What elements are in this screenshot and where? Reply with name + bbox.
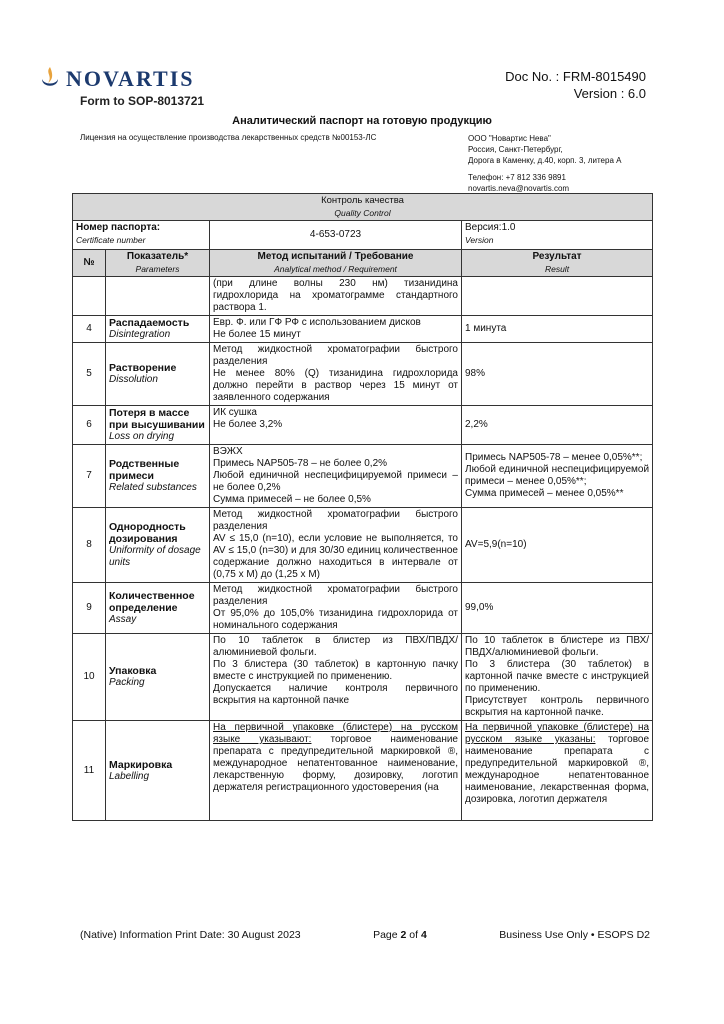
result-cell: 2,2% xyxy=(462,406,653,445)
row-number: 9 xyxy=(73,583,106,634)
method-cell: По 10 таблеток в блистер из ПВХ/ПВДХ/алюминиевой фольги. По 3 блистера (30 таблеток) в картонную пачку вместе с инструкцией по применению. Допускается наличие контроля первичного вскрытия на картонной пачке xyxy=(210,634,462,721)
col-header-method: Метод испытаний / Требование Analytical method / Requirement xyxy=(210,250,462,277)
brand-name: NOVARTIS xyxy=(66,66,195,91)
row-number: 4 xyxy=(73,316,106,343)
row-number: 11 xyxy=(73,721,106,821)
result-cell: Примесь NAP505-78 – менее 0,05%**; Любой единичной неспецифицируемой примеси – менее 0,05%**; Сумма примесей – менее 0,05%** xyxy=(462,445,653,508)
certificate-label-en: Certificate number xyxy=(76,235,146,245)
doc-number: Doc No. : FRM-8015490 xyxy=(505,69,646,84)
result-cell: На первичной упаковке (блистере) на русском языке указаны: торговое наименование препарата с предупредительной маркировкой ®, международное непатентованное наименование, лекарственная форма, дозировка, логотип держателя xyxy=(462,721,653,821)
param-cell: Количественное определение Assay xyxy=(106,583,210,634)
novartis-flame-icon xyxy=(40,66,60,92)
brand-logo xyxy=(40,66,195,92)
column-header-row xyxy=(73,250,653,277)
certificate-number: 4-653-0723 xyxy=(210,221,462,250)
method-cell: Евр. Ф. или ГФ РФ с использованием дисков Не более 15 минут xyxy=(210,316,462,343)
classification: Business Use Only • ESOPS D2 xyxy=(499,929,650,941)
col-header-no: № xyxy=(73,250,106,277)
section-header-row xyxy=(73,194,653,221)
page-indicator: Page 2 of 4 xyxy=(373,929,427,941)
table-rows-body xyxy=(73,316,653,721)
row-number: 10 xyxy=(73,634,106,721)
param-cell: Родственные примеси Related substances xyxy=(106,445,210,508)
table-row xyxy=(73,508,653,583)
param-cell: Распадаемость Disintegration xyxy=(106,316,210,343)
table-row xyxy=(73,343,653,406)
result-cell: 98% xyxy=(462,343,653,406)
version-label: Версия: xyxy=(465,222,502,233)
page-footer xyxy=(80,929,650,941)
certificate-label-cell xyxy=(73,221,210,250)
row-number: 5 xyxy=(73,343,106,406)
table-row xyxy=(73,721,653,821)
table-row xyxy=(73,634,653,721)
certificate-label: Номер паспорта: xyxy=(76,222,161,233)
company-city: Россия, Санкт-Петербург, xyxy=(468,145,563,154)
col-header-result: Результат Result xyxy=(462,250,653,277)
company-address xyxy=(468,133,621,194)
method-cell: Метод жидкостной хроматографии быстрого разделения AV ≤ 15,0 (n=10), если условие не выполняется, то AV ≤ 15,0 (n=30) и для 30/30 единиц количественное содержание должно находиться в интервале от (0,75 x M) до (1,25 x M) xyxy=(210,508,462,583)
col-header-param: Показатель* Parameters xyxy=(106,250,210,277)
result-cell: 99,0% xyxy=(462,583,653,634)
certificate-row xyxy=(73,221,653,250)
result-cell: AV=5,9(n=10) xyxy=(462,508,653,583)
document-number-block xyxy=(505,68,646,102)
method-cell: ИК сушка Не более 3,2% xyxy=(210,406,462,445)
license-text: Лицензия на осуществление производства лекарственных средств №00153-ЛС xyxy=(80,133,377,142)
section-title-en: Quality Control xyxy=(334,208,391,218)
row-number: 8 xyxy=(73,508,106,583)
company-email: novartis.neva@novartis.com xyxy=(468,184,570,193)
company-name: ООО "Новартис Нева" xyxy=(468,134,551,143)
table-row xyxy=(73,445,653,508)
table-row xyxy=(73,583,653,634)
version-label-en: Version xyxy=(465,235,494,245)
param-cell: Маркировка Labelling xyxy=(106,721,210,821)
param-cell: Растворение Dissolution xyxy=(106,343,210,406)
form-reference: Form to SOP-8013721 xyxy=(80,94,205,108)
param-cell: Потеря в массе при высушивании Loss on drying xyxy=(106,406,210,445)
method-cell: ВЭЖХ Примесь NAP505-78 – не более 0,2% Любой единичной неспецифицируемой примеси – не более 0,2% Сумма примесей – не более 0,5% xyxy=(210,445,462,508)
result-cell: 1 минута xyxy=(462,316,653,343)
method-cell: (при длине волны 230 нм) тизанидина гидрохлорида на хроматограмме стандартного раствора 1. xyxy=(210,277,462,316)
param-cell: Упаковка Packing xyxy=(106,634,210,721)
version-cell xyxy=(462,221,653,250)
quality-control-table xyxy=(72,193,653,821)
version-value: 1.0 xyxy=(501,222,516,233)
doc-version: Version : 6.0 xyxy=(573,86,646,101)
section-title: Контроль качества xyxy=(321,195,404,206)
print-info: (Native) Information Print Date: 30 August 2023 xyxy=(80,929,301,941)
row-number: 6 xyxy=(73,406,106,445)
result-cell: По 10 таблеток в блистере из ПВХ/ПВДХ/алюминиевой фольги. По 3 блистера (30 таблеток) в картонной пачке вместе с инструкцией по применению. Присутствует контроль первичного вскрытия на картонной пачке. xyxy=(462,634,653,721)
method-cell: Метод жидкостной хроматографии быстрого разделения Не менее 80% (Q) тизанидина гидрохлорида должно перейти в раствор через 15 минут от заявленного содержания xyxy=(210,343,462,406)
section-header xyxy=(73,194,653,221)
company-phone: Телефон: +7 812 336 9891 xyxy=(468,173,566,182)
row-number: 7 xyxy=(73,445,106,508)
page-title: Аналитический паспорт на готовую продукцию xyxy=(232,115,492,127)
method-cell: На первичной упаковке (блистере) на русском языке указывают: торговое наименование препарата с предупредительной маркировкой ®, международное непатентованное наименование, лекарственную форму, дозировку, логотип держателя регистрационного удостоверения (на xyxy=(210,721,462,821)
table-row xyxy=(73,316,653,343)
company-street: Дорога в Каменку, д.40, корп. 3, литера А xyxy=(468,156,622,165)
param-cell: Однородность дозирования Uniformity of dosage units xyxy=(106,508,210,583)
table-row xyxy=(73,277,653,316)
table-row xyxy=(73,406,653,445)
method-cell: Метод жидкостной хроматографии быстрого разделения От 95,0% до 105,0% тизанидина гидрохлорида от номинального содержания xyxy=(210,583,462,634)
